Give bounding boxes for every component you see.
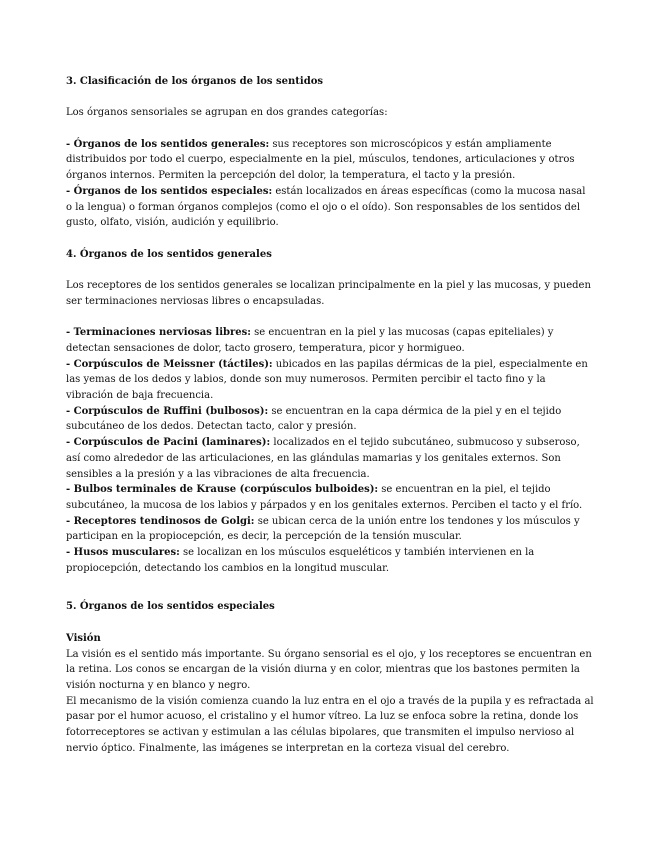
list-item-label: - Corpúsculos de Ruffini (bulbosos): xyxy=(66,405,269,417)
section-5-heading: 5. Órganos de los sentidos especiales xyxy=(66,601,275,613)
vision-paragraph-1: La visión es el sentido más importante. Su órgano sensorial es el ojo, y los receptores se encuentran en la retina. Los conos se encargan de la visión diurna y en color, mientras que los bastones permiten la visión nocturna y en blanco y negro. xyxy=(66,648,592,691)
list-item-text: se encuentran en la piel y las mucosas (capas epiteliales) y detectan sensaciones de dolor, tacto grosero, temperatura, picor y hormigueo. xyxy=(66,327,554,354)
list-item-label: - Bulbos terminales de Krause (corpúsculos bulboides): xyxy=(66,484,379,496)
list-item xyxy=(66,357,594,404)
list-item-text: se localizan en los músculos esqueléticos y también intervienen en la propiocepción, detectando los cambios en la longitud muscular. xyxy=(66,547,535,574)
list-item-text: se ubican cerca de la unión entre los tendones y los músculos y participan en la propiocepción, es decir, la percepción de la tensión muscular. xyxy=(66,515,580,543)
list-item-text: se encuentran en la piel, el tejido subcutáneo, la mucosa de los labios y párpados y en los genitales externos. Perciben el tacto y el frío. xyxy=(66,484,583,511)
list-item-label: - Órganos de los sentidos especiales: xyxy=(66,185,273,197)
list-item xyxy=(66,184,594,231)
list-item-label: - Receptores tendinosos de Golgi: xyxy=(66,515,255,527)
list-item-text: están localizados en áreas específicas (como la mucosa nasal o la lengua) o forman órganos complejos (como el ojo o el oído). Son responsables de los sentidos del gusto, olfato, visión, audición y equilibrio. xyxy=(66,185,586,229)
list-item xyxy=(66,404,594,435)
list-item xyxy=(66,482,594,513)
list-item xyxy=(66,514,594,545)
list-item-text: localizados en el tejido subcutáneo, submucoso y subseroso, así como alrededor de las articulaciones, en las glándulas mamarias y los genitales externos. Son sensibles a la presión y a las vibraciones de alta frecuencia. xyxy=(66,437,580,480)
list-item-text: se encuentran en la capa dérmica de la piel y en el tejido subcutáneo de los dedos. Detectan tacto, calor y presión. xyxy=(66,405,562,433)
list-item-label: - Órganos de los sentidos generales: xyxy=(66,138,270,150)
list-item-text: ubicados en las papilas dérmicas de la piel, especialmente en las yemas de los dedos y labios, donde son muy numerosos. Permiten percibir el tacto fino y la vibración de baja frecuencia. xyxy=(66,358,588,401)
list-item-text: sus receptores son microscópicos y están ampliamente distribuidos por todo el cuerpo, especialmente en la piel, músculos, tendones, articulaciones y otros órganos internos. Permiten la percepción del dolor, la temperatura, el tacto y la presión. xyxy=(66,138,575,182)
vision-subheading: Visión xyxy=(66,632,101,644)
list-item xyxy=(66,137,594,184)
vision-paragraph-2: El mecanismo de la visión comienza cuando la luz entra en el ojo a través de la pupila y es refractada al pasar por el humor acuoso, el cristalino y el humor vítreo. La luz se enfoca sobre la retina, donde los fotorreceptores se activan y estimulan a las células bipolares, que transmiten el impulso nervioso al nervio óptico. Finalmente, las imágenes se interpretan en la corteza visual del cerebro. xyxy=(66,695,594,754)
list-item xyxy=(66,325,594,356)
list-item-label: - Terminaciones nerviosas libres: xyxy=(66,327,251,339)
list-item xyxy=(66,435,594,482)
list-item xyxy=(66,545,594,576)
section-3-heading: 3. Clasificación de los órganos de los sentidos xyxy=(66,76,324,87)
section-4-intro: Los receptores de los sentidos generales se localizan principalmente en la piel y las mucosas, y pueden ser terminaciones nerviosas libres o encapsuladas. xyxy=(66,280,591,307)
section-3-intro: Los órganos sensoriales se agrupan en dos grandes categorías: xyxy=(66,107,388,119)
list-item-label: - Husos musculares: xyxy=(66,547,180,559)
list-item-label: - Corpúsculos de Pacini (laminares): xyxy=(66,437,271,449)
section-4-heading: 4. Órganos de los sentidos generales xyxy=(66,248,272,260)
list-item-label: - Corpúsculos de Meissner (táctiles): xyxy=(66,358,273,370)
document-page xyxy=(66,74,594,756)
